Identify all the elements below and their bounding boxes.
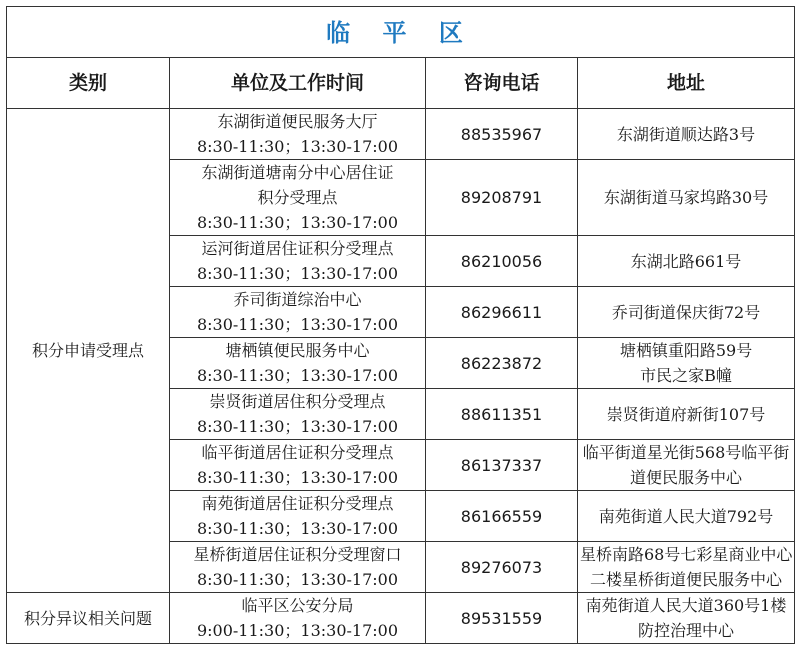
unit-hours-line: 8:30-11:30；13:30-17:00 xyxy=(196,519,399,538)
unit-hours-line: 东湖街道塘南分中心居住证 xyxy=(201,163,394,182)
phone-cell: 86223872 xyxy=(426,338,578,389)
unit-hours-line: 8:30-11:30；13:30-17:00 xyxy=(196,417,399,436)
table-title: 临 平 区 xyxy=(7,7,795,58)
phone-cell: 88535967 xyxy=(426,109,578,160)
unit-hours-line: 积分受理点 xyxy=(257,188,338,207)
address-cell xyxy=(578,338,795,389)
unit-hours-cell xyxy=(170,236,426,287)
header-phone: 咨询电话 xyxy=(426,58,578,109)
unit-hours-line: 临平街道居住证积分受理点 xyxy=(201,443,394,462)
category-cell: 积分申请受理点 xyxy=(7,109,170,593)
address-line: 防控治理中心 xyxy=(638,621,735,640)
table-row xyxy=(7,109,795,160)
unit-hours-line: 南苑街道居住证积分受理点 xyxy=(201,494,394,513)
unit-hours-line: 乔司街道综治中心 xyxy=(233,290,362,309)
unit-hours-line: 星桥街道居住证积分受理窗口 xyxy=(193,545,402,564)
unit-hours-line: 8:30-11:30；13:30-17:00 xyxy=(196,570,399,589)
phone-cell: 88611351 xyxy=(426,389,578,440)
unit-hours-line: 运河街道居住证积分受理点 xyxy=(201,239,394,258)
address-line: 南苑街道人民大道360号1楼 xyxy=(585,596,787,615)
category-cell: 积分异议相关问题 xyxy=(7,593,170,644)
address-cell xyxy=(578,160,795,236)
unit-hours-line: 8:30-11:30；13:30-17:00 xyxy=(196,366,399,385)
unit-hours-cell xyxy=(170,542,426,593)
phone-cell: 86166559 xyxy=(426,491,578,542)
unit-hours-cell xyxy=(170,491,426,542)
unit-hours-line: 临平区公安分局 xyxy=(241,596,354,615)
address-cell xyxy=(578,440,795,491)
phone-cell: 89208791 xyxy=(426,160,578,236)
address-line: 东湖街道顺达路3号 xyxy=(616,124,756,144)
header-address: 地址 xyxy=(578,58,795,109)
phone-cell: 86296611 xyxy=(426,287,578,338)
phone-cell: 89531559 xyxy=(426,593,578,644)
address-line: 临平街道星光街568号临平街 xyxy=(582,443,790,462)
address-cell xyxy=(578,287,795,338)
unit-hours-cell xyxy=(170,440,426,491)
unit-hours-line: 塘栖镇便民服务中心 xyxy=(225,341,370,360)
address-cell xyxy=(578,236,795,287)
address-line: 乔司街道保庆街72号 xyxy=(611,302,761,322)
phone-cell: 89276073 xyxy=(426,542,578,593)
address-line: 星桥南路68号七彩星商业中心 xyxy=(580,545,793,564)
unit-hours-line: 8:30-11:30；13:30-17:00 xyxy=(196,315,399,334)
unit-hours-line: 8:30-11:30；13:30-17:00 xyxy=(196,468,399,487)
unit-hours-line: 8:30-11:30；13:30-17:00 xyxy=(196,137,399,156)
address-line: 南苑街道人民大道792号 xyxy=(598,506,774,526)
unit-hours-line: 东湖街道便民服务大厅 xyxy=(217,112,378,131)
unit-hours-cell xyxy=(170,389,426,440)
address-cell xyxy=(578,109,795,160)
header-category: 类别 xyxy=(7,58,170,109)
address-cell xyxy=(578,593,795,644)
address-cell xyxy=(578,389,795,440)
unit-hours-line: 9:00-11:30；13:30-17:00 xyxy=(196,621,399,640)
unit-hours-line: 8:30-11:30；13:30-17:00 xyxy=(196,213,399,232)
address-line: 市民之家B幢 xyxy=(640,366,732,385)
phone-cell: 86137337 xyxy=(426,440,578,491)
address-line: 东湖北路661号 xyxy=(630,251,742,271)
address-line: 崇贤街道府新街107号 xyxy=(606,404,766,424)
table-body xyxy=(7,109,795,644)
title-row xyxy=(7,7,795,58)
unit-hours-cell xyxy=(170,160,426,236)
header-row xyxy=(7,58,795,109)
table-row xyxy=(7,593,795,644)
address-line: 道便民服务中心 xyxy=(630,468,743,487)
address-cell xyxy=(578,542,795,593)
unit-hours-line: 8:30-11:30；13:30-17:00 xyxy=(196,264,399,283)
address-cell xyxy=(578,491,795,542)
unit-hours-cell xyxy=(170,287,426,338)
address-line: 塘栖镇重阳路59号 xyxy=(619,341,753,360)
address-line: 东湖街道马家坞路30号 xyxy=(603,188,769,207)
phone-cell: 86210056 xyxy=(426,236,578,287)
unit-hours-line: 崇贤街道居住积分受理点 xyxy=(209,392,386,411)
unit-hours-cell xyxy=(170,338,426,389)
unit-hours-cell xyxy=(170,109,426,160)
service-points-table xyxy=(6,6,795,644)
header-unit-hours: 单位及工作时间 xyxy=(170,58,426,109)
address-line: 二楼星桥街道便民服务中心 xyxy=(590,570,783,589)
unit-hours-cell xyxy=(170,593,426,644)
